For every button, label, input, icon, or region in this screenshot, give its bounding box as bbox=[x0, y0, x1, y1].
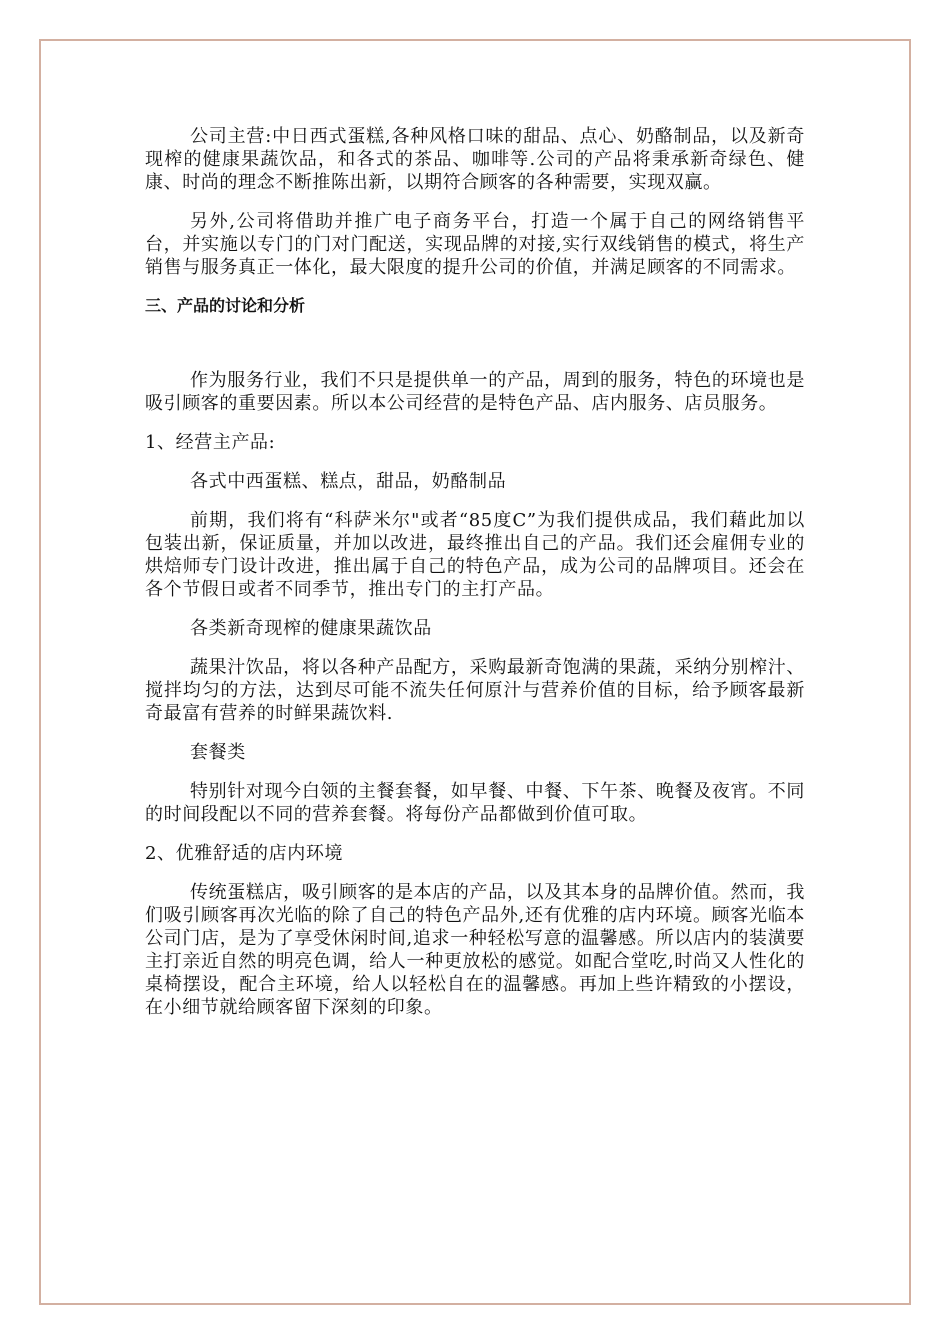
paragraph-juice-drinks: 蔬果汁饮品，将以各种产品配方，采购最新奇饱满的果蔬，采纳分别榨汁、搅拌均匀的方法，达到尽可能不流失任何原汁与营养价值的目标，给予顾客最新奇最富有营养的时鲜果蔬饮料. bbox=[145, 657, 805, 724]
subheading-store-environment: 2、优雅舒适的店内环境 bbox=[145, 843, 344, 864]
subheading-main-products: 1、经营主产品: bbox=[145, 432, 276, 453]
paragraph-early-stage: 前期，我们将有“科萨米尔"或者“85度C”为我们提供成品，我们藉此加以包装出新，保证质量，并加以改进，最终推出自己的产品。我们还会雇佣专业的烘焙师专门设计改进，推出属于自己的特色产品，成为公司的品牌项目。还会在各个节假日或者不同季节，推出专门的主打产品。 bbox=[145, 510, 805, 600]
list-item-cakes: 各式中西蛋糕、糕点，甜品，奶酪制品 bbox=[190, 471, 507, 492]
paragraph-business-scope: 公司主营:中日西式蛋糕,各种风格口味的甜品、点心、奶酪制品，以及新奇现榨的健康果蔬饮品，和各式的茶品、咖啡等.公司的产品将秉承新奇绿色、健康、时尚的理念不断推陈出新，以期符合顾客的各种需要，实现双赢。 bbox=[145, 126, 805, 193]
section-title: 三、产品的讨论和分析 bbox=[145, 296, 306, 315]
list-item-juices: 各类新奇现榨的健康果蔬饮品 bbox=[190, 618, 432, 639]
paragraph-service-intro: 作为服务行业，我们不只是提供单一的产品，周到的服务，特色的环境也是吸引顾客的重要因素。所以本公司经营的是特色产品、店内服务、店员服务。 bbox=[145, 370, 805, 414]
list-item-set-meals: 套餐类 bbox=[190, 742, 246, 763]
paragraph-set-meals: 特别针对现今白领的主餐套餐，如早餐、中餐、下午茶、晚餐及夜宵。不同的时间段配以不同的营养套餐。将每份产品都做到价值可取。 bbox=[145, 781, 805, 825]
paragraph-store-environment: 传统蛋糕店，吸引顾客的是本店的产品，以及其本身的品牌价值。然而，我们吸引顾客再次光临的除了自己的特色产品外,还有优雅的店内环境。顾客光临本公司门店，是为了享受休闲时间,追求一种轻松写意的温馨感。所以店内的装潢要主打亲近自然的明亮色调，给人一种更放松的感觉。如配合堂吃,时尚又人性化的桌椅摆设，配合主环境，给人以轻松自在的温馨感。再加上些许精致的小摆设，在小细节就给顾客留下深刻的印象。 bbox=[145, 882, 805, 1018]
document-body bbox=[145, 125, 805, 1035]
paragraph-ecommerce: 另外,公司将借助并推广电子商务平台，打造一个属于自己的网络销售平台，并实施以专门的门对门配送，实现品牌的对接,实行双线销售的模式，将生产销售与服务真正一体化，最大限度的提升公司的价值，并满足顾客的不同需求。 bbox=[145, 211, 805, 278]
